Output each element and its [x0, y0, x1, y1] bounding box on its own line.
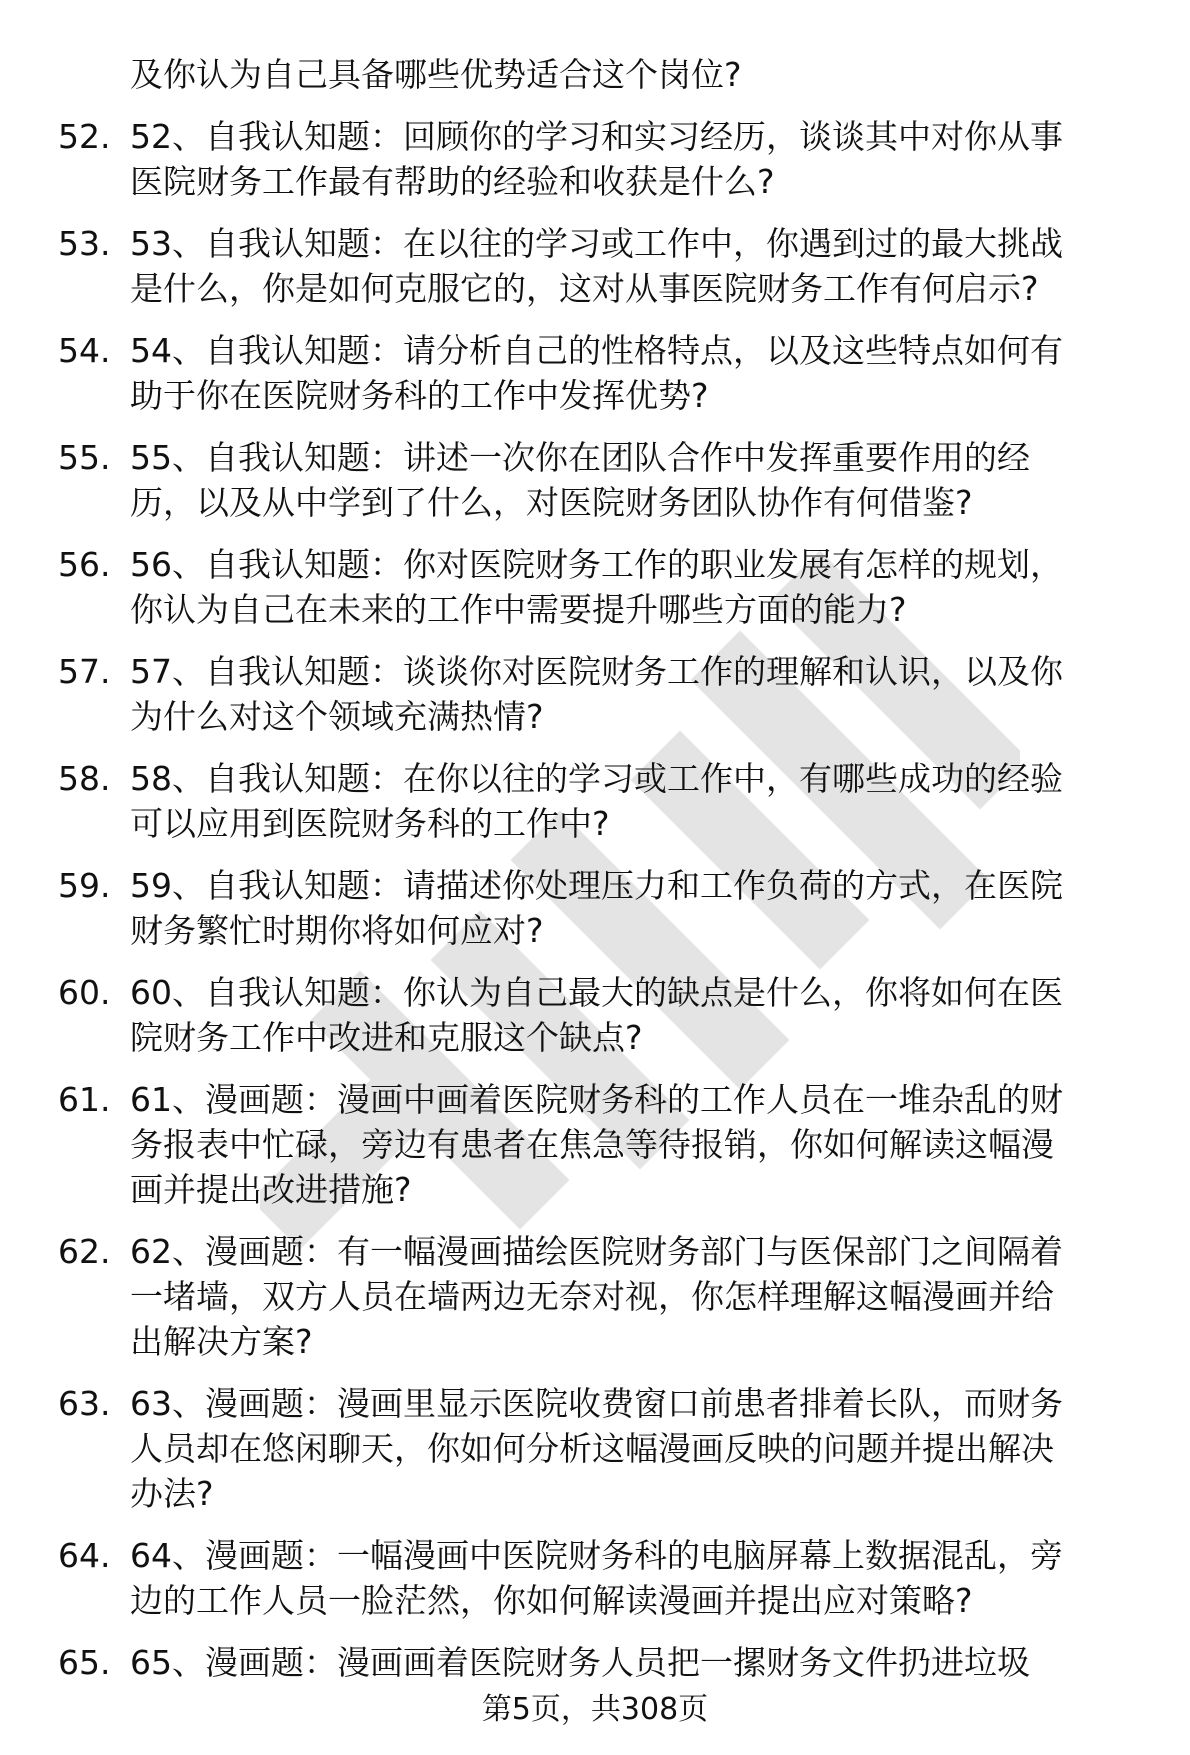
item-number: 63. — [58, 1384, 111, 1423]
item-text: 61、漫画题：漫画中画着医院财务科的工作人员在一堆杂乱的财 务报表中忙碌，旁边有患者在焦急等待报销，你如何解读这幅漫 画并提出改进措施? — [130, 1080, 1063, 1209]
list-item — [58, 970, 1158, 1060]
list-item — [58, 863, 1158, 953]
list-item — [58, 1640, 1158, 1685]
item-text: 62、漫画题：有一幅漫画描绘医院财务部门与医保部门之间隔着 一堵墙，双方人员在墙两边无奈对视，你怎样理解这幅漫画并给 出解决方案? — [130, 1232, 1063, 1361]
item-text: 56、自我认知题：你对医院财务工作的职业发展有怎样的规划， 你认为自己在未来的工作中需要提升哪些方面的能力? — [130, 545, 1063, 629]
list-item — [58, 221, 1158, 311]
continued-text: 及你认为自己具备哪些优势适合这个岗位? — [130, 55, 742, 94]
item-number: 58. — [58, 759, 111, 798]
item-text: 65、漫画题：漫画画着医院财务人员把一摞财务文件扔进垃圾 — [130, 1643, 1030, 1682]
list-item — [58, 328, 1158, 418]
list-item — [58, 1229, 1158, 1364]
item-text: 57、自我认知题：谈谈你对医院财务工作的理解和认识，以及你 为什么对这个领域充满热情? — [130, 652, 1063, 736]
item-number: 64. — [58, 1536, 111, 1575]
question-list — [58, 52, 1158, 1702]
item-text: 58、自我认知题：在你以往的学习或工作中，有哪些成功的经验 可以应用到医院财务科的工作中? — [130, 759, 1063, 843]
item-text: 64、漫画题：一幅漫画中医院财务科的电脑屏幕上数据混乱，旁 边的工作人员一脸茫然，你如何解读漫画并提出应对策略? — [130, 1536, 1063, 1620]
list-item — [58, 1533, 1158, 1623]
page-footer: 第5页，共308页 — [481, 1692, 709, 1727]
item-number: 54. — [58, 331, 111, 370]
list-item — [58, 1077, 1158, 1212]
item-number: 61. — [58, 1080, 111, 1119]
list-item — [58, 649, 1158, 739]
item-text: 54、自我认知题：请分析自己的性格特点，以及这些特点如何有 助于你在医院财务科的工作中发挥优势? — [130, 331, 1063, 415]
list-item — [58, 756, 1158, 846]
list-item — [58, 1381, 1158, 1516]
continued-paragraph — [58, 52, 1158, 97]
list-item — [58, 114, 1158, 204]
item-number: 65. — [58, 1643, 111, 1682]
item-number: 59. — [58, 866, 111, 905]
item-text: 53、自我认知题：在以往的学习或工作中，你遇到过的最大挑战 是什么，你是如何克服它的，这对从事医院财务工作有何启示? — [130, 224, 1063, 308]
item-text: 52、自我认知题：回顾你的学习和实习经历，谈谈其中对你从事 医院财务工作最有帮助的经验和收获是什么? — [130, 117, 1063, 201]
item-text: 60、自我认知题：你认为自己最大的缺点是什么，你将如何在医 院财务工作中改进和克服这个缺点? — [130, 973, 1063, 1057]
list-item — [58, 542, 1158, 632]
list-item — [58, 435, 1158, 525]
item-text: 59、自我认知题：请描述你处理压力和工作负荷的方式，在医院 财务繁忙时期你将如何应对? — [130, 866, 1063, 950]
item-text: 63、漫画题：漫画里显示医院收费窗口前患者排着长队，而财务 人员却在悠闲聊天，你如何分析这幅漫画反映的问题并提出解决 办法? — [130, 1384, 1063, 1513]
item-number: 52. — [58, 117, 111, 156]
item-number: 57. — [58, 652, 111, 691]
item-number: 55. — [58, 438, 111, 477]
item-text: 55、自我认知题：讲述一次你在团队合作中发挥重要作用的经 历，以及从中学到了什么，对医院财务团队协作有何借鉴? — [130, 438, 1030, 522]
item-number: 60. — [58, 973, 111, 1012]
item-number: 53. — [58, 224, 111, 263]
item-number: 56. — [58, 545, 111, 584]
item-number: 62. — [58, 1232, 111, 1271]
